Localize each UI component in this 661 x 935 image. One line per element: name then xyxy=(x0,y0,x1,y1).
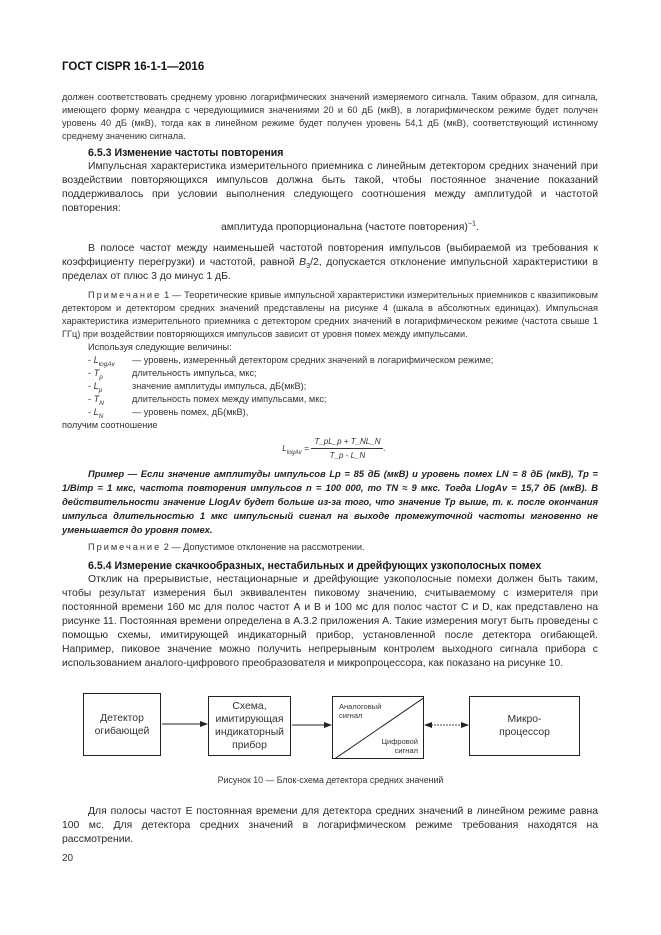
intro-paragraph: должен соответствовать среднему уровню логарифмических значений измеряемого сигнала. Таким образом, для сигнала, имеющего форму меандра с чередующимися значениями 20 и 60 дБ (мкВ), в логарифмическом режиме будет получен уровень 40 дБ (мкВ), тогда как в линейном режиме будет получен уровень 54,1 дБ (мкВ), соответствующий истинному среднему значению сигнала. xyxy=(62,92,598,141)
final-paragraph: Для полосы частот Е постоянная времени для детектора средних значений в линейном режиме равна 100 мс. Для детектора средних значений в логарифмическом режиме требования находятся на рассмотрении. xyxy=(62,806,598,846)
desc: длительность помех между импульсами, мкс; xyxy=(132,394,327,404)
indicator-simulator-box: Схема, имитирующая индикаторный прибор xyxy=(208,696,291,756)
paragraph: Импульсная характеристика измерительного приемника с линейным детектором средних значений при воздействии повторяющихся импульсов должна быть такой, чтобы постоянное значение показаний поддерживалось при условии выполнения следующего соотношения между амплитудой и частотой повторения: xyxy=(62,161,598,214)
subscript: N xyxy=(99,400,104,407)
document-page xyxy=(62,0,598,885)
arrows xyxy=(62,693,598,763)
list-item: - $L_p$ значение амплитуды импульса, дБ(мкВ); xyxy=(88,381,307,394)
analog-signal-label: Аналоговый сигнал xyxy=(339,702,382,721)
section-heading: 6.5.4 Измерение скачкообразных, нестабильных и дрейфующих узкополосных помех xyxy=(88,560,542,573)
note-1 xyxy=(62,289,598,461)
microprocessor-box: Микро-процессор xyxy=(469,696,580,756)
list-item: - $T_N$ длительность помех между импульсами, мкс; xyxy=(88,394,327,407)
variable-list xyxy=(62,354,598,419)
note-body: 2 — Допустимое отклонение на рассмотрении. xyxy=(161,542,365,553)
list-item: - $T_p$ длительность импульса, мкс; xyxy=(88,368,257,381)
symbol: T xyxy=(93,368,100,378)
subscript: N xyxy=(98,413,104,420)
subscript: logAv xyxy=(98,361,115,368)
section-heading: 6.5.3 Изменение частоты повторения xyxy=(88,147,284,159)
denominator: T_p - L_N xyxy=(329,451,366,461)
obtain-line: получим соотношение xyxy=(62,420,158,430)
figure-caption: Рисунок 10 — Блок-схема детектора средних значений xyxy=(217,775,444,786)
equation xyxy=(62,436,598,461)
desc: длительность импульса, мкс; xyxy=(132,368,257,378)
digital-signal-label: Цифровой сигнал xyxy=(381,737,418,756)
eq-lhs-sub: logAv xyxy=(286,450,302,456)
symbol: L xyxy=(93,355,99,365)
note-label: Примечание xyxy=(88,542,162,553)
note-text xyxy=(62,289,598,341)
note-label: Примечание xyxy=(88,290,162,300)
list-item: - $L_N$ — уровень помех, дБ(мкВ), xyxy=(88,407,249,420)
numerator: T_pL_p + T_NL_N xyxy=(311,436,383,449)
fraction xyxy=(311,436,386,461)
using-line: Используя следующие величины: xyxy=(88,342,232,352)
text: В полосе частот между наименьшей частотой повторения импульсов (выбираемой из требования к коэффициенту перегрузки) и частотой, равной xyxy=(62,243,598,268)
example-paragraph: Пример — Если значение амплитуды импульсов Lp = 85 дБ (мкВ) и уровень помех LN = 8 дБ (мкВ), Tp = 1/Bimp = 1 мкс, частота повторения импульсов n = 100 000, то TN ≈ 9 мкс. Тогда LlogAv = 15,7 дБ (мкВ). В действительности значение LlogAv будет больше из-за того, что значение Tp выше, т. к. после окончания импульса длительностью 1 мкс импульсный сигнал на выходе промежуточной частоты мгновенно не уменьшается до уровня помех. xyxy=(62,468,598,536)
subscript: p xyxy=(98,387,103,394)
symbol: L xyxy=(93,407,99,417)
desc: значение амплитуды импульса, дБ(мкВ); xyxy=(132,381,307,391)
desc: — уровень помех, дБ(мкВ), xyxy=(132,407,249,417)
note-2 xyxy=(62,541,598,554)
document-header: ГОСТ CISPR 16-1-1—2016 xyxy=(62,61,205,73)
formula-exponent: −1 xyxy=(467,218,477,228)
list-item: - $L_{logAv}$ — уровень, измеренный детектором средних значений в логарифмическом режиме; xyxy=(88,355,494,368)
eq-sign: = xyxy=(304,444,309,453)
paragraph: Отклик на прерывистые, нестационарные и дрейфующие узкополосные помехи должен быть таким, чтобы результат измерения был эквивалентен пиковому значению, считываемому с измерителя при постоянной времени 160 мс для полос частот А и В и 100 мс для полос частот С и D, как представлено на рисунке 11. Постоянная времени определена в А.3.2 приложения А. Такие измерения могут быть проведены с помощью схемы, имитирующей индикаторный прибор, установленной после детектора огибающей. Например, пиковое значение можно получить непрерывным контролем выходного сигнала прибора с использованием аналого-цифрового преобразователя и микропроцессора, как показано на рисунке 10. xyxy=(62,574,598,670)
section-6-5-3 xyxy=(62,146,598,284)
symbol: L xyxy=(93,381,99,391)
note-body: 1 — Теоретические кривые импульсной характеристики измерительных приемников с квазипиковым детектором и детектором средних значений представлены на рисунке 4 (шкала в абсолютных единицах). Импульсная характеристика измерительного приемника с детектором средних значений в логарифмическом режиме (частота свыше 1 ГГц) при воздействии повторяющихся импульсов зависит от уровня помех между импульсами. xyxy=(62,290,598,339)
envelope-detector-box: Детектор огибающей xyxy=(83,693,161,756)
symbol: B xyxy=(299,257,307,268)
subscript: p xyxy=(99,374,103,381)
section-6-5-4 xyxy=(62,559,598,671)
formula-text: амплитуда пропорциональна (частоте повторения) xyxy=(220,222,468,233)
paragraph xyxy=(62,242,598,284)
eq-end: . xyxy=(383,444,386,453)
formula-line xyxy=(62,218,598,235)
symbol: T xyxy=(93,394,100,404)
eq-lhs: L xyxy=(282,444,287,453)
subscript: 3 xyxy=(306,261,311,270)
desc: — уровень, измеренный детектором средних значений в логарифмическом режиме; xyxy=(132,355,494,365)
formula-end: . xyxy=(476,222,479,233)
page-number: 20 xyxy=(62,853,74,865)
text: /2, допускается отклонение импульсной характеристики в пределах от плюс 3 до минус 1 дБ. xyxy=(62,257,598,282)
figure-10-block-diagram xyxy=(62,693,598,793)
